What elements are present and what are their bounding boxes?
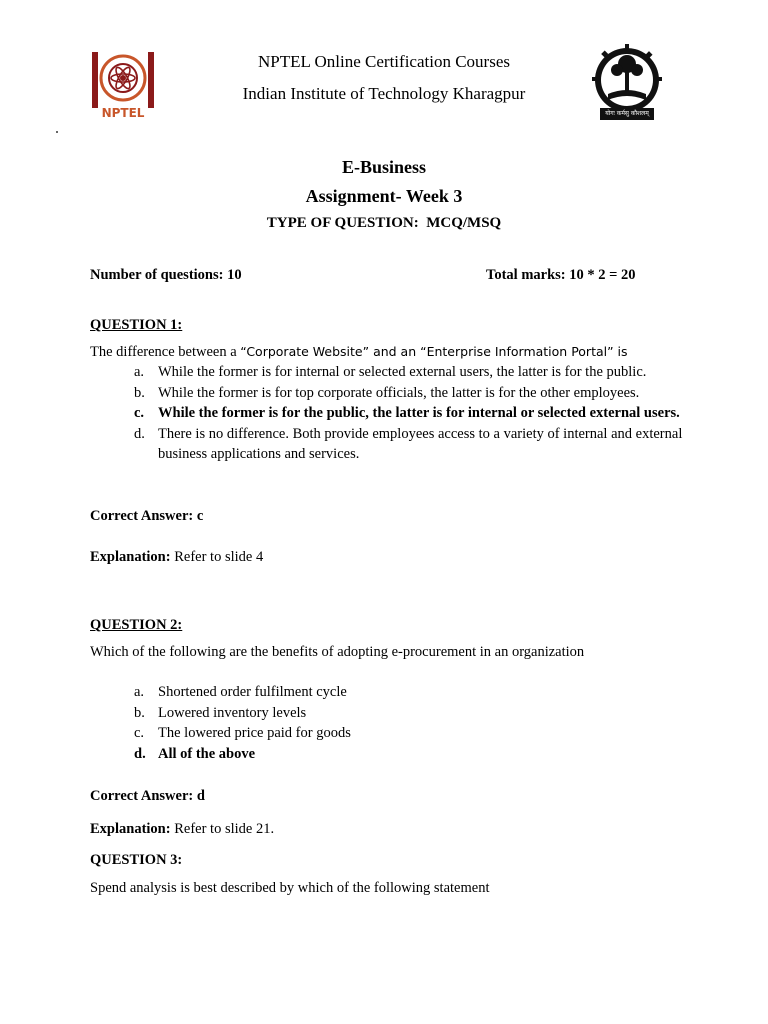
question-3-prompt: Spend analysis is best described by which of the following statement — [90, 880, 490, 896]
question-1-explanation-label: Explanation: — [90, 549, 171, 565]
question-1-explanation-text: Refer to slide 4 — [170, 549, 264, 565]
q2-option-c: c. The lowered price paid for goods — [134, 725, 351, 741]
q2-option-b: b. Lowered inventory levels — [134, 704, 307, 721]
question-2-options — [134, 682, 694, 764]
q1-option-b: b. While the former is for top corporate officials, the latter is for the other employees. — [134, 384, 640, 401]
question-1-explanation — [90, 547, 263, 567]
iit-motto: योगः कर्मसु कौशलम् — [605, 110, 649, 117]
stray-mark — [56, 131, 58, 133]
question-1-prompt-rest: “Corporate Website” and an “Enterprise Information Portal” is — [240, 344, 628, 359]
question-1-prompt-start: The difference between a — [90, 344, 241, 360]
question-2-explanation-text: Refer to slide 21. — [170, 821, 275, 837]
q1-option-c: c. While the former is for the public, the latter is for internal or selected external users. — [134, 405, 680, 421]
question-1-heading: QUESTION 1: — [90, 317, 183, 333]
number-of-questions: Number of questions: 10 — [90, 267, 242, 283]
q1-option-d: d. There is no difference. Both provide employees access to a variety of internal and external business applications and services. — [134, 425, 683, 462]
question-type: TYPE OF QUESTION: MCQ/MSQ — [266, 215, 502, 231]
question-2-explanation-label: Explanation: — [90, 821, 171, 837]
q1-option-a: a. While the former is for internal or selected external users, the latter is for the public. — [134, 364, 647, 380]
assignment-title: Assignment- Week 3 — [305, 186, 463, 206]
question-2-heading: QUESTION 2: — [90, 617, 183, 633]
nptel-logo-text: NPTEL — [101, 106, 145, 120]
total-marks: Total marks: 10 * 2 = 20 — [486, 267, 636, 283]
header-line-2: Indian Institute of Technology Kharagpur — [242, 84, 526, 103]
q2-option-d: d. All of the above — [134, 745, 256, 762]
question-1-options — [134, 362, 694, 465]
header-line-1: NPTEL Online Certification Courses — [258, 52, 510, 71]
q2-option-a: a. Shortened order fulfilment cycle — [134, 684, 347, 700]
question-2-explanation — [90, 819, 274, 839]
course-title: E-Business — [341, 157, 427, 177]
question-3-heading: QUESTION 3: — [90, 852, 183, 868]
question-1-prompt — [90, 342, 628, 362]
question-2-answer: Correct Answer: d — [90, 788, 205, 804]
question-2-prompt: Which of the following are the benefits of adopting e-procurement in an organization — [90, 644, 585, 660]
question-1-answer: Correct Answer: c — [90, 508, 204, 524]
